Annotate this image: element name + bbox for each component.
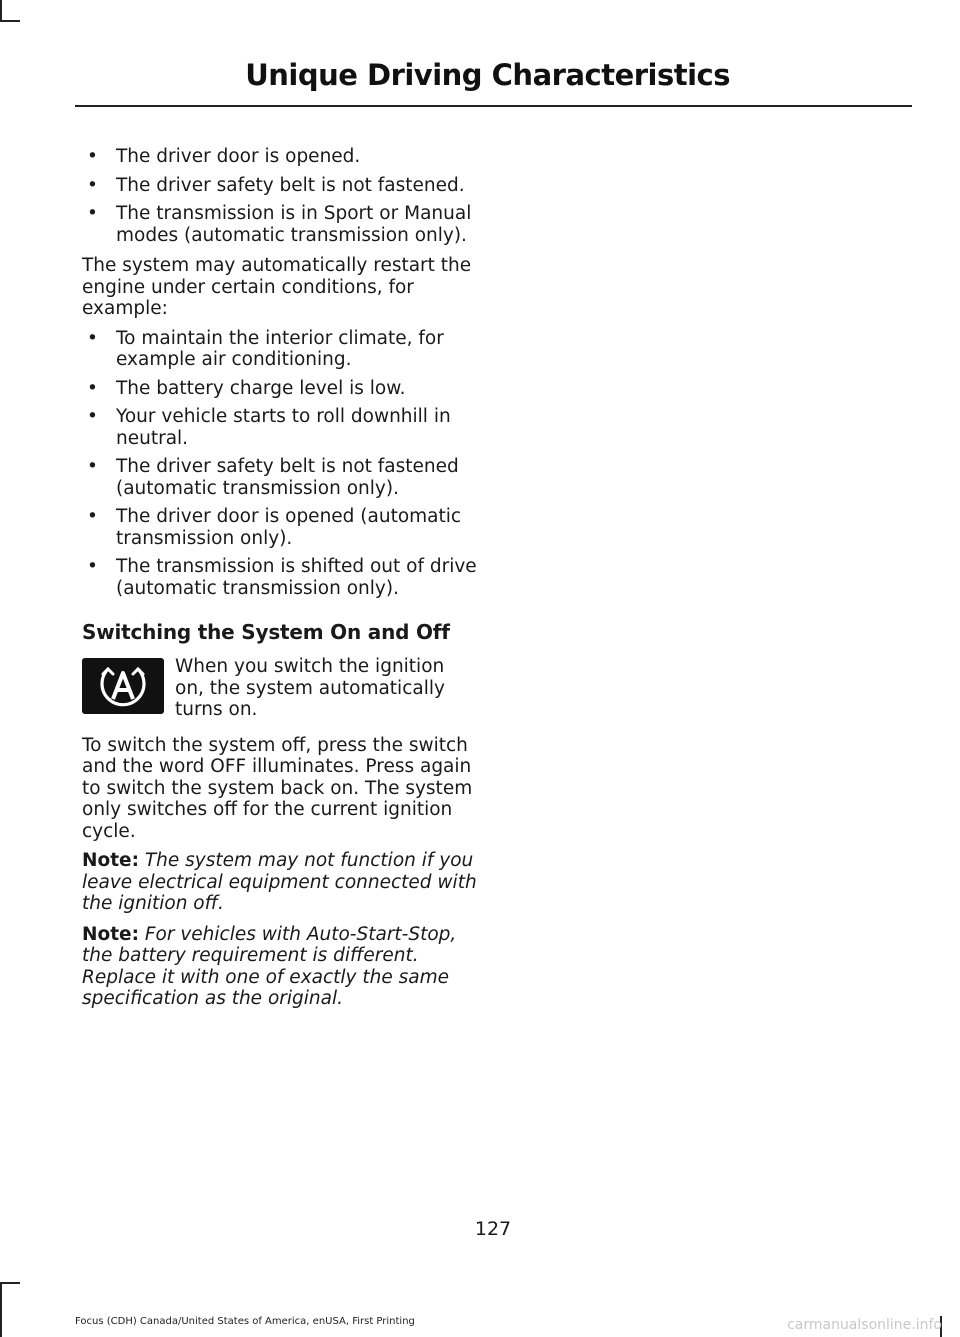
list-item: • The driver door is opened (automatic transmission only). xyxy=(87,506,462,549)
header-rule xyxy=(75,105,912,107)
list-item: • To maintain the interior climate, for example air conditioning. xyxy=(87,327,444,370)
list-item: • The transmission is shifted out of drive (automatic transmission only). xyxy=(87,556,477,599)
auto-start-stop-icon xyxy=(82,658,164,714)
note-electrical: Note: The system may not function if you leave electrical equipment connected with the ignition off. xyxy=(82,850,477,914)
page-number: 127 xyxy=(474,1218,512,1240)
section-heading: Switching the System On and Off xyxy=(82,620,450,644)
crop-mark-bottom-left-h xyxy=(0,1282,20,1284)
crop-mark-top-left-v xyxy=(0,0,2,20)
restart-intro-paragraph: The system may automatically restart the engine under certain conditions, for example: xyxy=(82,255,472,319)
condition-list xyxy=(82,146,478,246)
note-battery: Note: For vehicles with Auto-Start-Stop, the battery requirement is different. Replace it with one of exactly the same specification as the original. xyxy=(82,923,457,1009)
list-item: • The driver safety belt is not fastened. xyxy=(87,174,465,196)
page-title: Unique Driving Characteristics xyxy=(245,58,730,92)
footer-text: Focus (CDH) Canada/United States of America, enUSA, First Printing xyxy=(75,1316,415,1327)
list-item: • The driver safety belt is not fastened (automatic transmission only). xyxy=(87,456,459,499)
list-item: • Your vehicle starts to roll downhill in neutral. xyxy=(87,406,451,449)
list-item: • The driver door is opened. xyxy=(87,146,361,167)
icon-description: When you switch the ignition on, the system automatically turns on. xyxy=(175,656,445,720)
switch-off-paragraph: To switch the system off, press the switch and the word OFF illuminates. Press again to switch the system back on. The system only switches off for the current ignition cycle. xyxy=(82,734,473,842)
list-item: • The transmission is in Sport or Manual modes (automatic transmission only). xyxy=(87,203,472,246)
crop-mark-bottom-left-v xyxy=(0,1282,2,1337)
restart-condition-list xyxy=(82,328,478,600)
main-column xyxy=(82,146,478,1019)
icon-row xyxy=(82,656,478,721)
list-item: • The battery charge level is low. xyxy=(87,377,406,399)
watermark: carmanualsonline.info xyxy=(787,1317,942,1333)
crop-mark-top-left-h xyxy=(0,20,20,22)
